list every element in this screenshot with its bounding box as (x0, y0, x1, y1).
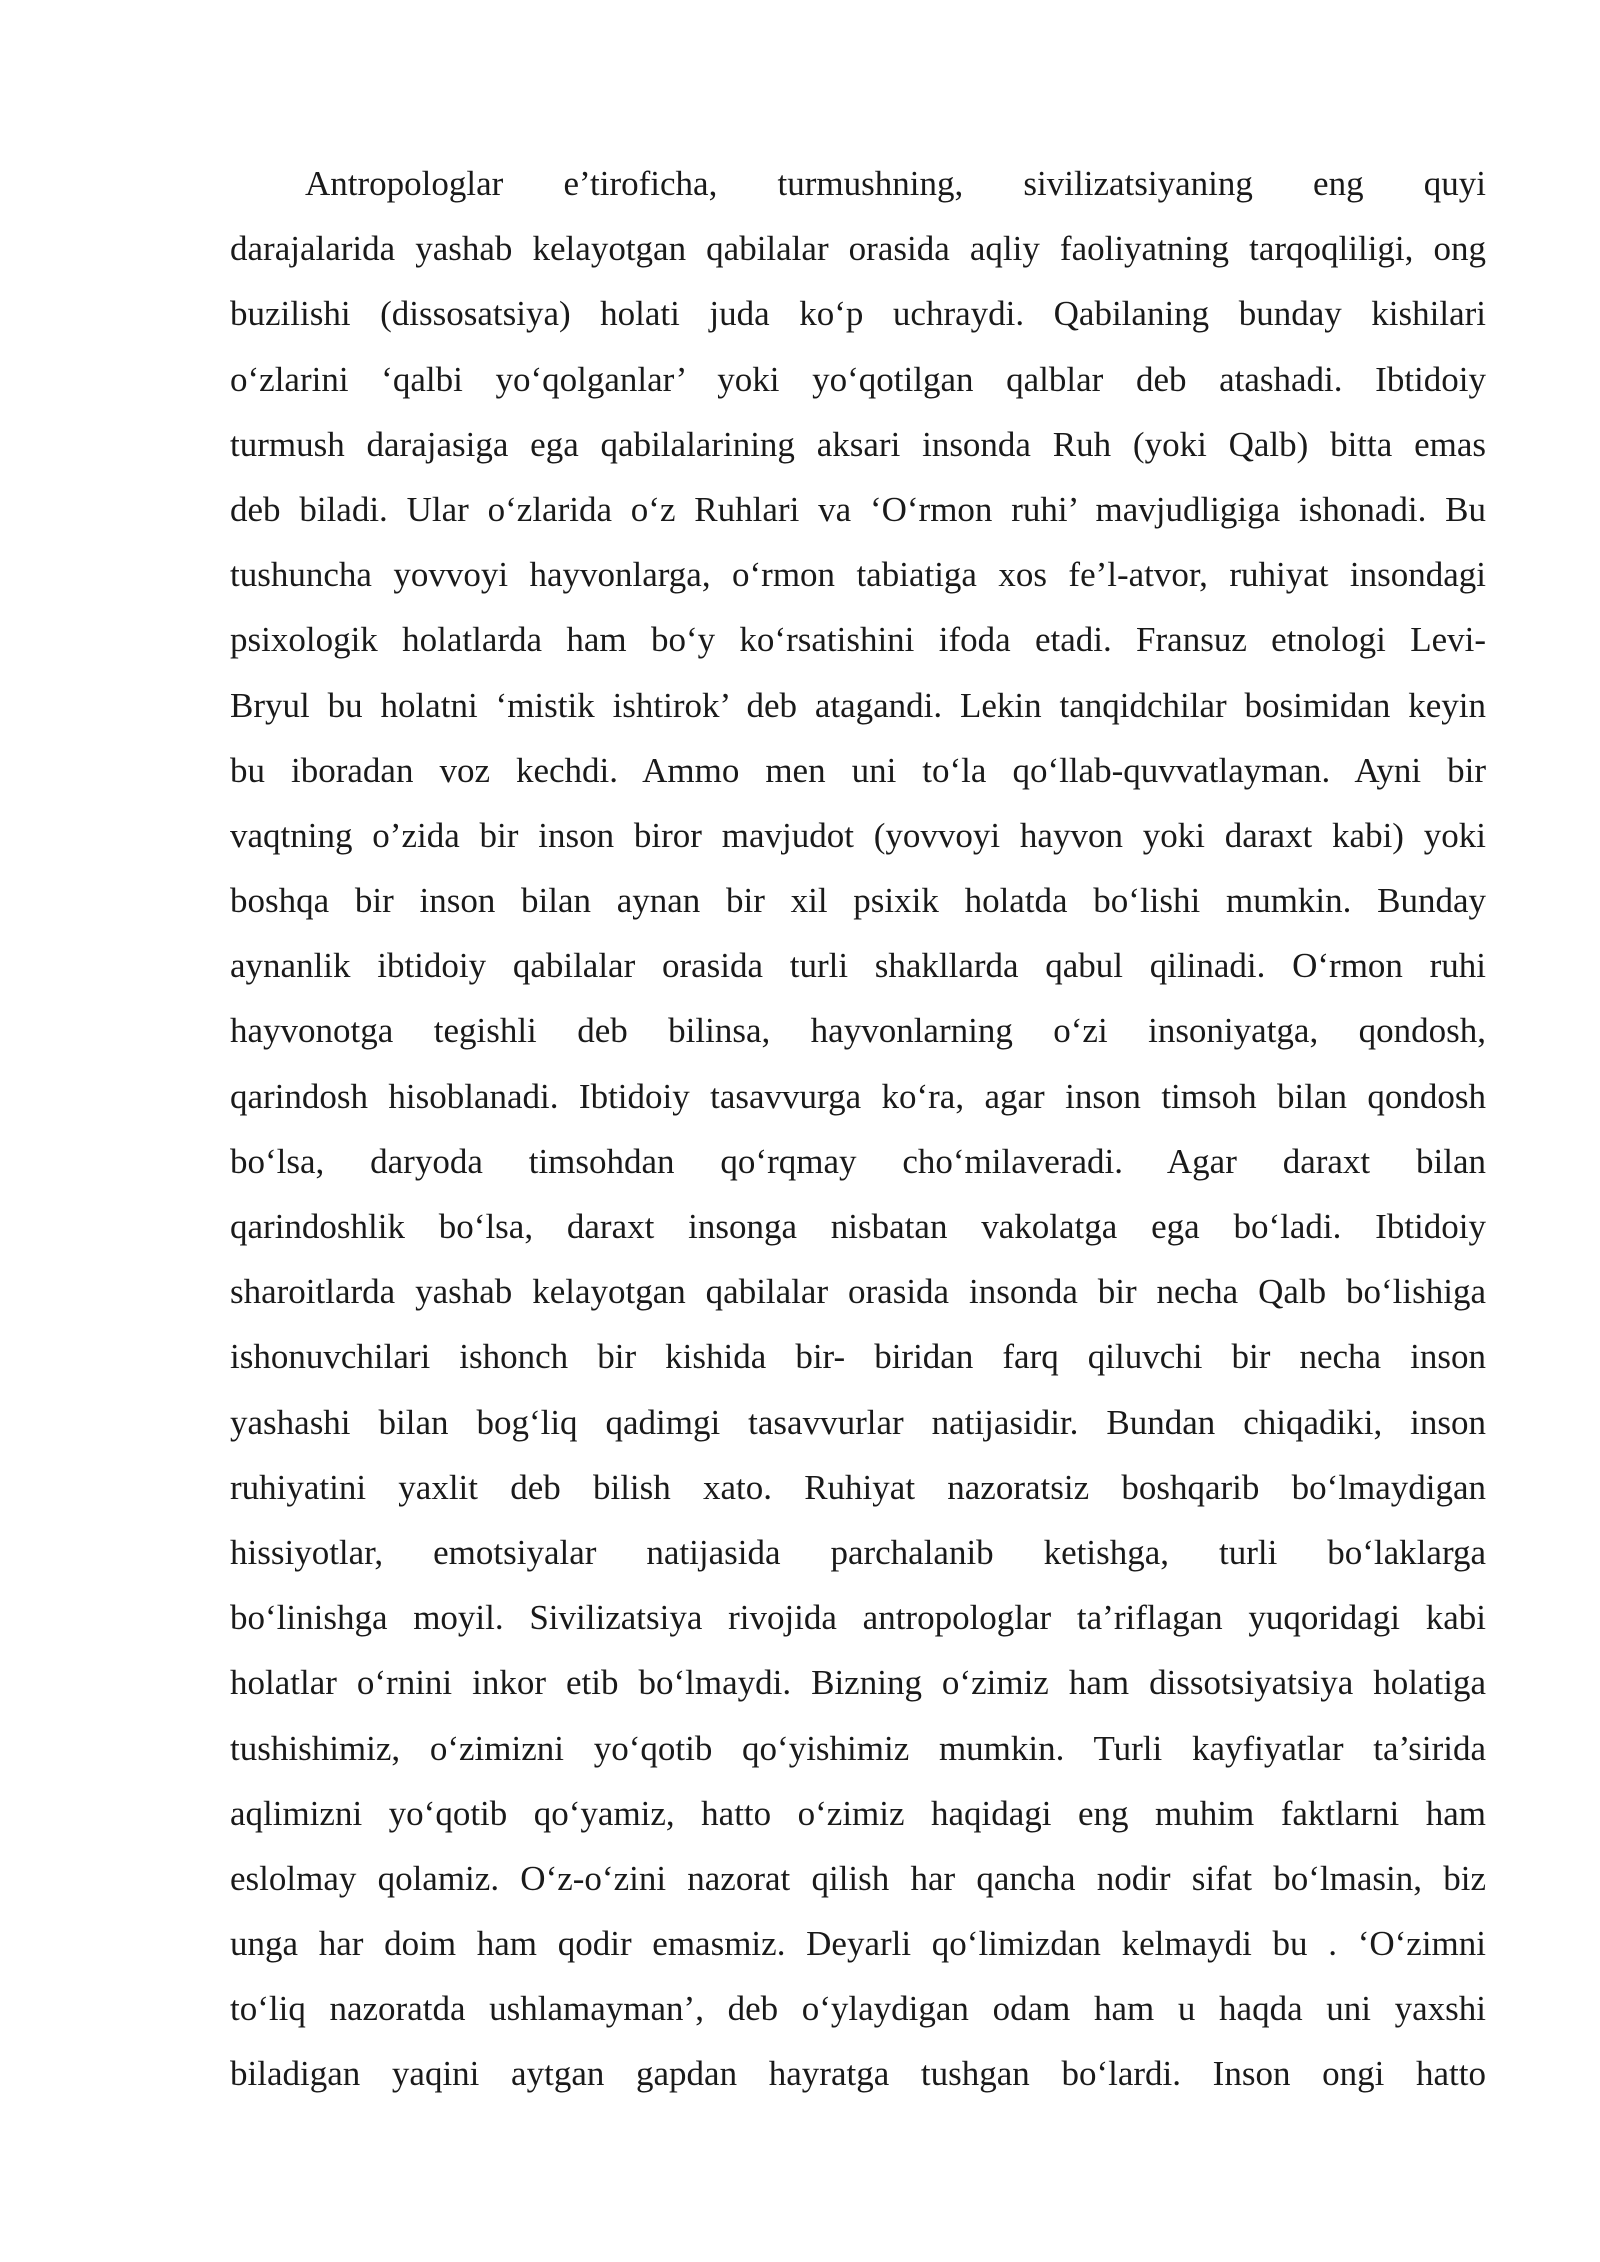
paragraph-line-29: to‘liq nazoratda ushlamayman’, deb o‘ylaydigan odam ham u haqda uni yaxshi (230, 1989, 1486, 2029)
paragraph-line-25: tushishimiz, o‘zimizni yo‘qotib qo‘yishimiz mumkin. Turli kayfiyatlar ta’sirida (230, 1728, 1486, 1768)
paragraph-line-30: biladigan yaqini aytgan gapdan hayratga tushgan bo‘lardi. Inson ongi hatto (230, 2054, 1486, 2094)
paragraph-line-21: ruhiyatini yaxlit deb bilish xato. Ruhiyat nazoratsiz boshqarib bo‘lmaydigan (230, 1467, 1486, 1507)
paragraph-line-13: aynanlik ibtidoiy qabilalar orasida turli shakllarda qabul qilinadi. O‘rmon ruhi (230, 946, 1486, 986)
paragraph-line-20: yashashi bilan bog‘liq qadimgi tasavvurlar natijasidir. Bundan chiqadiki, inson (230, 1402, 1486, 1442)
paragraph-line-6: deb biladi. Ular o‘zlarida o‘z Ruhlari va ‘O‘rmon ruhi’ mavjudligiga ishonadi. Bu (230, 489, 1486, 529)
paragraph-line-18: sharoitlarda yashab kelayotgan qabilalar orasida insonda bir necha Qalb bo‘lishiga (230, 1272, 1486, 1312)
paragraph-line-16: bo‘lsa, daryoda timsohdan qo‘rqmay cho‘milaveradi. Agar daraxt bilan (230, 1141, 1486, 1181)
paragraph-line-22: hissiyotlar, emotsiyalar natijasida parchalanib ketishga, turli bo‘laklarga (230, 1532, 1486, 1572)
paragraph-line-1: Antropologlar e’tiroficha, turmushning, sivilizatsiyaning eng quyi (305, 164, 1486, 203)
paragraph-line-17: qarindoshlik bo‘lsa, daraxt insonga nisbatan vakolatga ega bo‘ladi. Ibtidoiy (230, 1207, 1486, 1246)
paragraph-line-5: turmush darajasiga ega qabilalarining aksari insonda Ruh (yoki Qalb) bitta emas (230, 424, 1486, 464)
paragraph-line-14: hayvonotga tegishli deb bilinsa, hayvonlarning o‘zi insoniyatga, qondosh, (230, 1011, 1486, 1051)
paragraph-line-8: psixologik holatlarda ham bo‘y ko‘rsatishini ifoda etadi. Fransuz etnologi Levi- (230, 620, 1486, 660)
paragraph-line-7: tushuncha yovvoyi hayvonlarga, o‘rmon tabiatiga xos fe’l-atvor, ruhiyat insondagi (230, 555, 1486, 595)
paragraph-line-4: o‘zlarini ‘qalbi yo‘qolganlar’ yoki yo‘qotilgan qalblar deb atashadi. Ibtidoiy (230, 359, 1486, 399)
body-paragraph (230, 151, 1486, 2107)
paragraph-line-3: buzilishi (dissosatsiya) holati juda ko‘p uchraydi. Qabilaning bunday kishilari (230, 294, 1486, 334)
paragraph-line-10: bu iboradan voz kechdi. Ammo men uni to‘la qo‘llab-quvvatlayman. Ayni bir (230, 750, 1486, 790)
paragraph-line-9: Bryul bu holatni ‘mistik ishtirok’ deb atagandi. Lekin tanqidchilar bosimidan keyin (230, 685, 1486, 725)
paragraph-line-26: aqlimizni yo‘qotib qo‘yamiz, hatto o‘zimiz haqidagi eng muhim faktlarni ham (230, 1793, 1486, 1833)
paragraph-line-19: ishonuvchilari ishonch bir kishida bir- biridan farq qiluvchi bir necha inson (230, 1337, 1486, 1377)
paragraph-line-15: qarindosh hisoblanadi. Ibtidoiy tasavvurga ko‘ra, agar inson timsoh bilan qondosh (230, 1076, 1486, 1116)
paragraph-line-27: eslolmay qolamiz. O‘z-o‘zini nazorat qilish har qancha nodir sifat bo‘lmasin, biz (230, 1858, 1486, 1898)
paragraph-line-23: bo‘linishga moyil. Sivilizatsiya rivojida antropologlar ta’riflagan yuqoridagi kabi (230, 1598, 1486, 1638)
paragraph-line-28: unga har doim ham qodir emasmiz. Deyarli qo‘limizdan kelmaydi bu . ‘O‘zimni (230, 1924, 1486, 1964)
paragraph-line-2: darajalarida yashab kelayotgan qabilalar orasida aqliy faoliyatning tarqoqliligi, ong (230, 229, 1486, 269)
paragraph-line-24: holatlar o‘rnini inkor etib bo‘lmaydi. Bizning o‘zimiz ham dissotsiyatsiya holatiga (230, 1663, 1486, 1703)
paragraph-line-12: boshqa bir inson bilan aynan bir xil psixik holatda bo‘lishi mumkin. Bunday (230, 881, 1486, 921)
paragraph-line-11: vaqtning o’zida bir inson biror mavjudot (yovvoyi hayvon yoki daraxt kabi) yoki (230, 815, 1486, 855)
